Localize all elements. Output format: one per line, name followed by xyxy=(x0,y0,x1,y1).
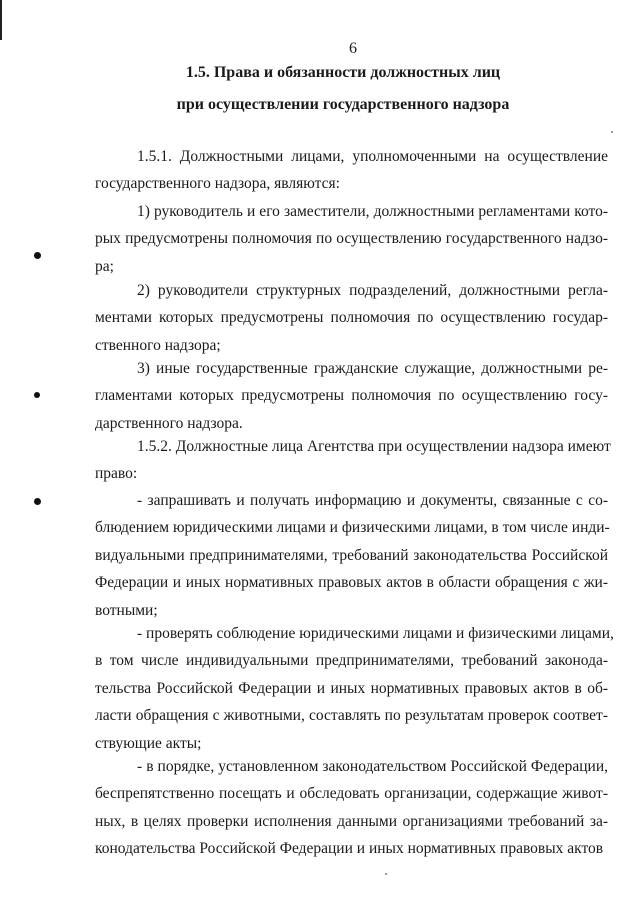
text-line: гламентами которых предусмотрены полномочия по осуществлению госу- xyxy=(95,387,608,405)
text-line: конодательства Российской Федерации и иных нормативных правовых актов xyxy=(95,840,604,858)
paragraph-right-request-info xyxy=(95,487,608,624)
page-number: 6 xyxy=(349,40,357,57)
section-title-line-2: при осуществлении государственного надзора xyxy=(176,96,510,113)
text-line: дарственного надзора. xyxy=(95,414,243,432)
text-line: 3) иные государственные гражданские служащие, должностными ре- xyxy=(137,360,608,377)
scan-punch-mark xyxy=(34,392,40,398)
text-line: видуальными предпринимателями, требований законодательства Российской xyxy=(95,546,608,564)
text-line: 1.5.1. Должностными лицами, уполномоченными на осуществление xyxy=(137,148,608,165)
text-line: - в порядке, установленном законодательством Российской Федерации, xyxy=(137,758,608,775)
text-line: блюдением юридическими лицами и физическими лицами, в том числе инди- xyxy=(95,519,610,537)
text-line: рых предусмотрены полномочия по осуществлению государственного надзо- xyxy=(95,230,608,248)
text-line: ра; xyxy=(95,257,114,275)
text-line: тельства Российской Федерации и иных нормативных правовых актов в об- xyxy=(95,679,608,697)
paragraph-right-verify-compliance xyxy=(95,620,614,757)
text-line: ных, в целях проверки исполнения данными организациями требований за- xyxy=(95,812,608,830)
section-title-line-1: 1.5. Права и обязанности должностных лиц xyxy=(185,64,501,81)
scan-punch-mark xyxy=(34,498,41,505)
text-line: беспрепятственно посещать и обследовать организации, содержащие живот- xyxy=(95,785,608,803)
paragraph-right-inspect xyxy=(95,753,608,863)
scan-speck xyxy=(611,131,613,133)
text-line: ствующие акты; xyxy=(95,734,202,752)
text-line: Федерации и иных нормативных правовых актов в области обращения с жи- xyxy=(95,574,608,592)
text-line: ментами которых предусмотрены полномочия по осуществлению государ- xyxy=(95,309,608,327)
text-line: в том числе индивидуальными предпринимателями, требований законода- xyxy=(95,652,608,670)
text-line: - проверять соблюдение юридическими лицами и физическими лицами, xyxy=(137,625,614,642)
text-line: ственного надзора; xyxy=(95,336,221,354)
scan-punch-mark xyxy=(34,252,41,259)
scan-speck xyxy=(385,873,387,875)
paragraph-item-3 xyxy=(95,355,608,437)
text-line: 1.5.2. Должностные лица Агентства при осуществлении надзора имеют xyxy=(137,438,611,455)
text-line: вотными; xyxy=(95,601,158,619)
text-line: ласти обращения с животными, составлять по результатам проверок соответ- xyxy=(95,707,608,725)
text-line: 2) руководители структурных подразделений, должностными регла- xyxy=(137,282,608,299)
paragraph-item-1 xyxy=(95,198,608,280)
text-line: - запрашивать и получать информацию и документы, связанные с со- xyxy=(137,492,608,509)
text-line: право: xyxy=(95,465,138,483)
paragraph-item-2 xyxy=(95,277,608,359)
paragraph-1-5-2 xyxy=(95,433,611,488)
text-line: 1) руководитель и его заместители, должностными регламентами кото- xyxy=(137,203,608,220)
paragraph-1-5-1 xyxy=(95,143,608,198)
text-line: государственного надзора, являются: xyxy=(95,175,340,193)
page-edge-line xyxy=(0,0,2,40)
